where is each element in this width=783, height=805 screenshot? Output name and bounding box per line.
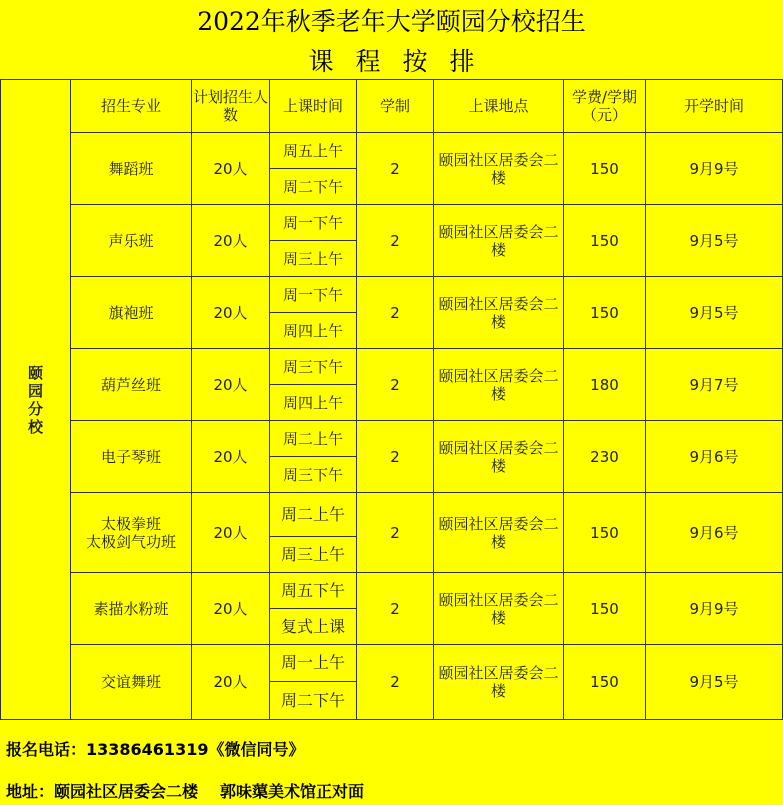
side-char: 颐 (27, 363, 43, 382)
course-start: 9月7号 (646, 349, 783, 421)
course-start: 9月6号 (646, 421, 783, 493)
course-count: 20人 (192, 133, 270, 205)
footer-address: 地址：颐园社区居委会二楼 (6, 782, 199, 801)
course-location (434, 277, 564, 349)
course-fee: 180 (564, 349, 646, 421)
header-fee: 学费/学期（元） (564, 80, 646, 133)
course-time-2: 复式上课 (270, 609, 357, 645)
course-fee: 150 (564, 277, 646, 349)
course-time-2: 周四上午 (270, 385, 357, 421)
course-time-1: 周二上午 (270, 421, 357, 457)
course-time-1: 周五上午 (270, 133, 357, 169)
course-duration: 2 (357, 421, 434, 493)
course-location (434, 349, 564, 421)
course-location (434, 421, 564, 493)
side-char: 园 (27, 381, 43, 400)
course-location (434, 133, 564, 205)
course-name: 电子琴班 (71, 421, 192, 493)
table-row (1, 349, 783, 385)
table-row (1, 277, 783, 313)
course-time-2: 周三上午 (270, 537, 357, 573)
course-start: 9月6号 (646, 493, 783, 573)
course-duration: 2 (357, 133, 434, 205)
course-fee: 150 (564, 645, 646, 720)
course-location (434, 573, 564, 645)
table-row (1, 573, 783, 609)
course-start: 9月5号 (646, 205, 783, 277)
course-duration: 2 (357, 349, 434, 421)
course-location-text: 颐园社区居委会二楼 (438, 590, 559, 627)
course-start: 9月9号 (646, 573, 783, 645)
side-char: 分 (27, 399, 43, 418)
course-fee: 150 (564, 133, 646, 205)
header-start: 开学时间 (646, 80, 783, 133)
course-start: 9月5号 (646, 277, 783, 349)
course-time-1: 周二上午 (270, 493, 357, 537)
course-name: 交谊舞班 (71, 645, 192, 720)
course-time-1: 周一下午 (270, 277, 357, 313)
course-count: 20人 (192, 493, 270, 573)
table-row (1, 493, 783, 537)
course-time-2: 周四上午 (270, 313, 357, 349)
table-row (1, 133, 783, 169)
course-duration: 2 (357, 277, 434, 349)
course-table (0, 79, 783, 720)
course-fee: 150 (564, 205, 646, 277)
course-count: 20人 (192, 645, 270, 720)
page-subtitle: 课程按排 (308, 47, 497, 76)
course-time-1: 周一上午 (270, 645, 357, 682)
table-row (1, 205, 783, 241)
course-fee: 150 (564, 573, 646, 645)
course-count: 20人 (192, 349, 270, 421)
footer-landmark: 郭味蕖美术馆正对面 (220, 782, 365, 801)
course-time-1: 周五下午 (270, 573, 357, 609)
header-duration: 学制 (357, 80, 434, 133)
course-time-2: 周三上午 (270, 241, 357, 277)
header-plan-count: 计划招生人数 (192, 80, 270, 133)
header-location: 上课地点 (434, 80, 564, 133)
course-location-text: 颐园社区居委会二楼 (438, 150, 559, 187)
page-title: 2022年秋季老年大学颐园分校招生 (197, 7, 586, 36)
course-count: 20人 (192, 573, 270, 645)
table-row (1, 421, 783, 457)
course-time-1: 周一下午 (270, 205, 357, 241)
header-row (1, 80, 783, 133)
course-duration: 2 (357, 205, 434, 277)
course-location (434, 493, 564, 573)
course-fee: 230 (564, 421, 646, 493)
course-name: 声乐班 (71, 205, 192, 277)
course-count: 20人 (192, 421, 270, 493)
footer-phone: 报名电话：13386461319《微信同号》 (6, 740, 305, 759)
footer-address-line (6, 779, 364, 802)
course-name: 舞蹈班 (71, 133, 192, 205)
side-char: 校 (27, 417, 43, 436)
course-fee: 150 (564, 493, 646, 573)
course-location (434, 205, 564, 277)
course-duration: 2 (357, 645, 434, 720)
course-location-text: 颐园社区居委会二楼 (438, 366, 559, 403)
header-time: 上课时间 (270, 80, 357, 133)
course-name: 太极拳班 太极剑气功班 (71, 493, 192, 573)
course-time-2: 周二下午 (270, 169, 357, 205)
course-name: 素描水粉班 (71, 573, 192, 645)
course-duration: 2 (357, 493, 434, 573)
course-count: 20人 (192, 277, 270, 349)
header-major: 招生专业 (71, 80, 192, 133)
course-time-1: 周三下午 (270, 349, 357, 385)
course-location (434, 645, 564, 720)
course-duration: 2 (357, 573, 434, 645)
table-row (1, 645, 783, 682)
course-time-2: 周二下午 (270, 682, 357, 720)
course-location-text: 颐园社区居委会二楼 (438, 294, 559, 331)
side-label-cell (1, 80, 71, 720)
course-start: 9月9号 (646, 133, 783, 205)
course-start: 9月5号 (646, 645, 783, 720)
course-name: 葫芦丝班 (71, 349, 192, 421)
course-location-text: 颐园社区居委会二楼 (438, 664, 559, 700)
course-name: 旗袍班 (71, 277, 192, 349)
course-count: 20人 (192, 205, 270, 277)
course-location-text: 颐园社区居委会二楼 (438, 222, 559, 259)
course-location-text: 颐园社区居委会二楼 (438, 438, 559, 475)
course-time-2: 周三下午 (270, 457, 357, 493)
course-location-text: 颐园社区居委会二楼 (438, 514, 559, 551)
